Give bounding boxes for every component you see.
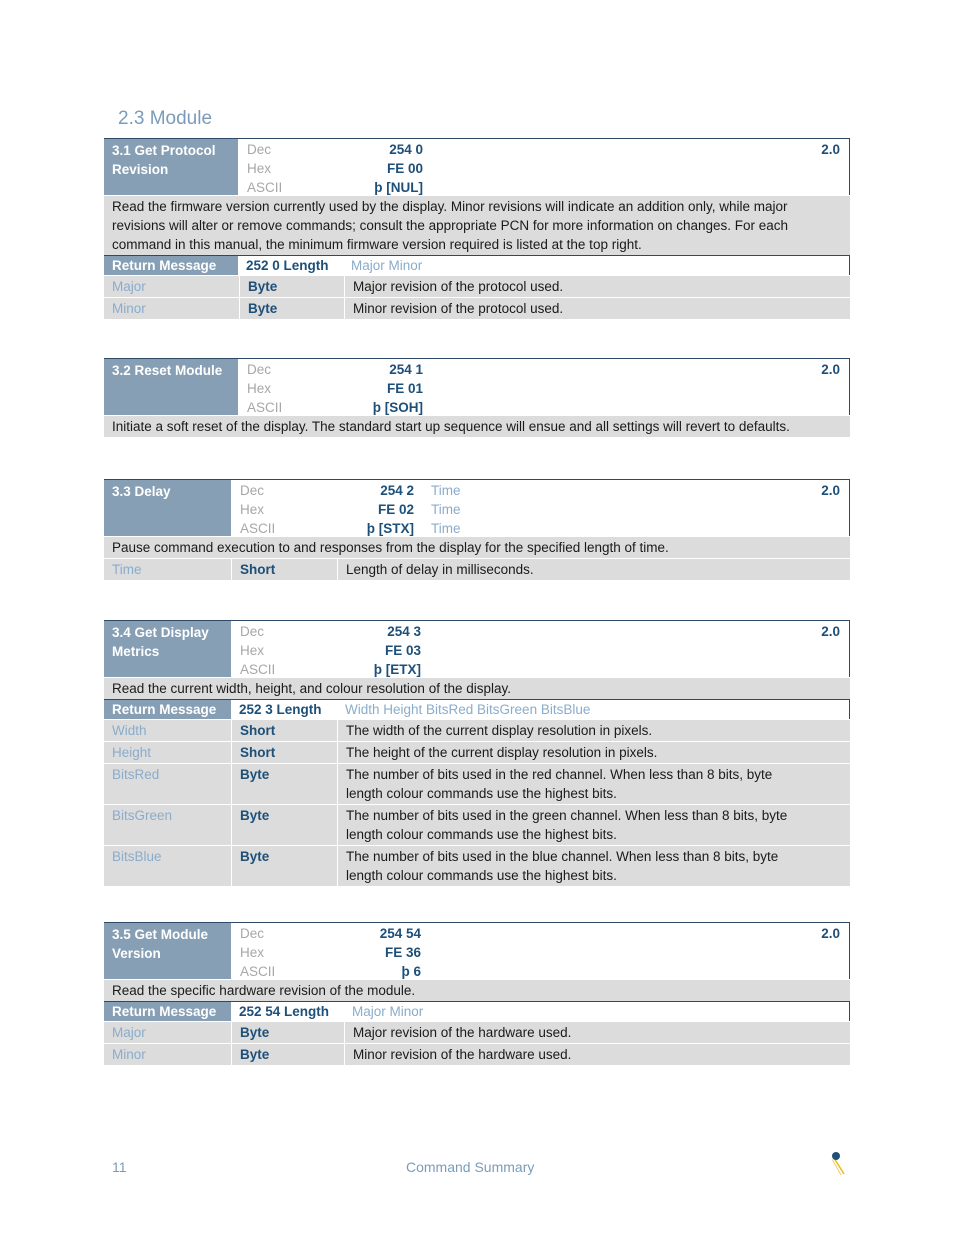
code-values (317, 360, 423, 415)
command-name: 3.2 Reset Module (104, 359, 238, 415)
ascii-value: þ [SOH] (372, 400, 423, 415)
param-row: Width Short The width of the current display resolution in pixels. (104, 719, 850, 741)
return-message-row (104, 255, 850, 275)
return-message-label: Return Message (104, 700, 231, 719)
code-values (310, 481, 414, 536)
code-values (310, 622, 421, 677)
command-name: 3.1 Get Protocol Revision (104, 139, 238, 195)
return-message-params: Major Minor (351, 258, 423, 273)
code-labels: Dec Hex ASCII (247, 362, 283, 415)
command-description: Read the firmware version currently used by the display. Minor revisions will indicate an addition only, while major revisions will alter or remove commands; consult the appropriate PCN for more information on changes. For each command in this manual, the minimum firmware version required is listed at the top right. (104, 195, 850, 255)
dec-value: 254 0 (389, 142, 423, 157)
command-description: Read the specific hardware revision of the module. (104, 979, 850, 1001)
command-description: Pause command execution to and responses from the display for the specified length of time. (104, 536, 850, 558)
return-message-label: Return Message (104, 1002, 231, 1021)
return-message-params: Width Height BitsRed BitsGreen BitsBlue (345, 702, 591, 717)
hex-value: FE 01 (386, 381, 423, 396)
command-codes (231, 923, 849, 979)
page-number: 11 (112, 1159, 127, 1175)
hex-value: FE 02 (377, 502, 414, 517)
return-message-format: 252 0 Length (246, 258, 329, 273)
command-get-module-version (104, 922, 850, 1065)
param-row: BitsBlue Byte The number of bits used in the blue channel. When less than 8 bits, byte length colour commands use the highest bits. (104, 845, 850, 886)
command-reset-module (104, 358, 850, 437)
min-firmware-version: 2.0 (821, 483, 840, 498)
ascii-value: þ 6 (401, 964, 421, 979)
command-header (104, 620, 850, 677)
code-labels: Dec Hex ASCII (240, 926, 276, 979)
footer-title: Command Summary (406, 1159, 535, 1175)
min-firmware-version: 2.0 (821, 624, 840, 639)
return-message-format: 252 3 Length (239, 702, 322, 717)
ascii-value: þ [NUL] (374, 180, 423, 195)
min-firmware-version: 2.0 (821, 362, 840, 377)
command-get-display-metrics (104, 620, 850, 886)
return-message-row (104, 699, 850, 719)
section-title: 2.3 Module (118, 108, 213, 129)
command-header (104, 922, 850, 979)
command-name: 3.4 Get Display Metrics (104, 621, 231, 677)
command-name: 3.3 Delay (104, 480, 231, 536)
command-codes (238, 139, 849, 195)
command-codes (231, 480, 849, 536)
dec-value: 254 2 (380, 483, 414, 498)
command-codes (231, 621, 849, 677)
dec-value: 254 1 (389, 362, 423, 377)
hex-value: FE 00 (386, 161, 423, 176)
command-codes (238, 359, 849, 415)
param-row: Minor Byte Minor revision of the protocol used. (104, 297, 850, 319)
min-firmware-version: 2.0 (821, 142, 840, 157)
param-row: BitsGreen Byte The number of bits used in the green channel. When less than 8 bits, byte length colour commands use the highest bits. (104, 804, 850, 845)
command-header (104, 138, 850, 195)
return-message-label: Return Message (104, 256, 238, 275)
command-params: Time Time Time (431, 483, 461, 536)
matrix-orbital-logo-icon (828, 1150, 846, 1179)
param-row: Major Byte Major revision of the protocol used. (104, 275, 850, 297)
code-labels: Dec Hex ASCII (240, 624, 276, 677)
command-description: Initiate a soft reset of the display. The standard start up sequence will ensue and all settings will revert to defaults. (104, 415, 850, 437)
code-values (317, 140, 423, 195)
command-delay (104, 479, 850, 580)
command-name: 3.5 Get Module Version (104, 923, 231, 979)
ascii-value: þ [ETX] (373, 662, 421, 677)
dec-value: 254 54 (379, 926, 421, 941)
param-row: Height Short The height of the current display resolution in pixels. (104, 741, 850, 763)
code-labels: Dec Hex ASCII (247, 142, 283, 195)
command-description: Read the current width, height, and colour resolution of the display. (104, 677, 850, 699)
return-message-format: 252 54 Length (239, 1004, 330, 1019)
param-row: Major Byte Major revision of the hardware used. (104, 1021, 850, 1043)
hex-value: FE 36 (384, 945, 421, 960)
command-header (104, 479, 850, 536)
param-row: Time Short Length of delay in milliseconds. (104, 558, 850, 580)
min-firmware-version: 2.0 (821, 926, 840, 941)
command-get-protocol-revision (104, 138, 850, 319)
hex-value: FE 03 (384, 643, 421, 658)
param-row: Minor Byte Minor revision of the hardware used. (104, 1043, 850, 1065)
param-row: BitsRed Byte The number of bits used in the red channel. When less than 8 bits, byte length colour commands use the highest bits. (104, 763, 850, 804)
ascii-value: þ [STX] (366, 521, 414, 536)
dec-value: 254 3 (387, 624, 421, 639)
code-labels: Dec Hex ASCII (240, 483, 276, 536)
return-message-row (104, 1001, 850, 1021)
return-message-params: Major Minor (352, 1004, 424, 1019)
command-header (104, 358, 850, 415)
code-values (310, 924, 421, 979)
